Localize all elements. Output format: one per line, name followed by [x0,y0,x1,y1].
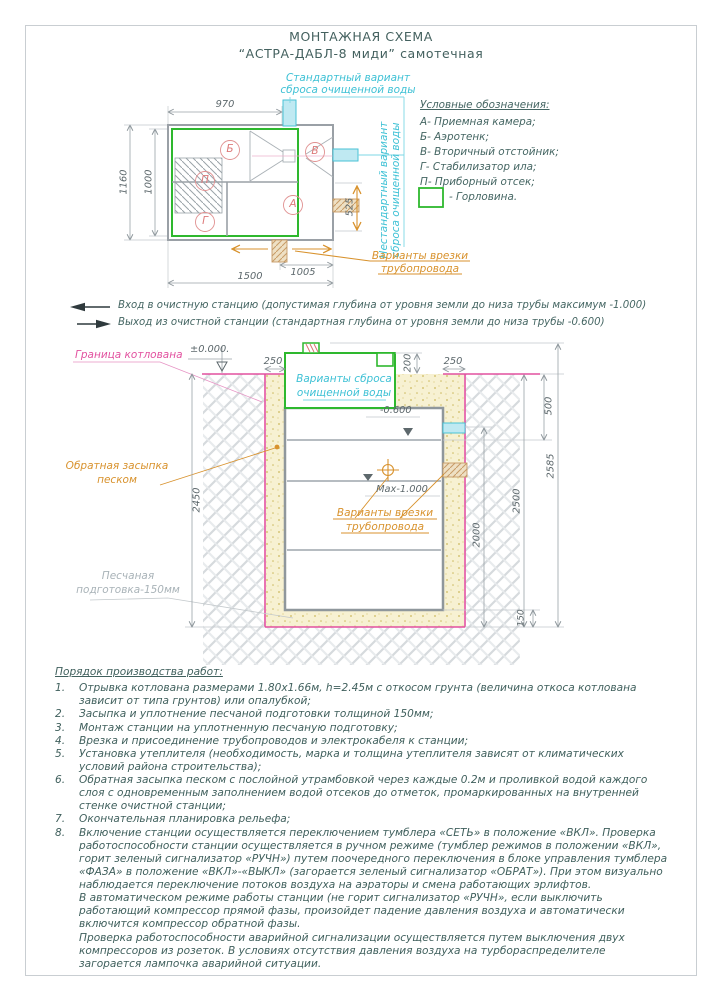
legend-item-v: В- Вторичный отстойник; [420,146,559,158]
dim-250-right: 250 [443,356,463,367]
label-plan-insertion-1: Варианты врезки [371,250,469,262]
compartment-g: Г [202,215,208,227]
legend-item-g: Г- Стабилизатор ила; [420,161,537,173]
dim-2450: 2450 [191,487,203,513]
legend-item-a: А- Приемная камера; [420,116,536,128]
page-subtitle: “АСТРА-ДАБЛ-8 миди” самотечная [238,46,484,61]
label-sand-prep-1: Песчаная [101,570,155,582]
legend-item-p: П- Приборный отсек; [420,176,535,188]
label-standard-discharge-1: Стандартный вариант [285,72,411,84]
work-order-item: 1. Отрывка котлована размерами 1.80х1.66м, h=2.45м с откосом грунта (величина откоса котлована зависит от типа грунтов) или опалубкой; [55,682,637,708]
sand-top-right [396,374,464,408]
label-backfill-2: песком [97,474,137,486]
compartment-v: В [311,145,319,157]
label-plan-insertion-2: трубопровода [380,263,460,275]
dim-2000: 2000 [471,522,483,548]
dim-500: 500 [543,396,555,416]
compartment-a: А [289,198,297,210]
dim-200: 200 [402,353,414,373]
label-section-insertion-1: Варианты врезки [336,507,434,519]
page-title: МОНТАЖНАЯ СХЕМА [289,29,433,44]
work-order-item: 4. Врезка и присоединение трубопроводов и электрокабеля к станции; [55,734,469,747]
label-section-insertion-2: трубопровода [345,521,425,533]
label-section-discharge-2: очищенной воды [296,387,392,399]
work-order-item: 2. Засыпка и уплотнение песчаной подготовки толщиной 150мм; [55,708,434,721]
level-minus600: -0.600 [380,405,412,416]
dim-1160: 1160 [118,169,130,195]
compartment-b: Б [226,143,234,155]
sand-left [266,374,285,610]
dim-1000: 1000 [143,169,155,195]
dim-1500: 1500 [237,271,263,282]
pipe-stub-section [443,463,467,477]
label-standard-discharge-2: сброса очищенной воды [280,84,416,96]
soil-bottom [265,627,465,665]
outlet-arrow-icon [96,320,111,328]
note-inlet: Вход в очистную станцию (допустимая глубина от уровня земли до низа трубы максимум -1.000) [118,300,647,311]
dim-250-left: 250 [263,356,283,367]
soil-left [203,374,265,665]
compartment-p: П [201,174,209,186]
label-sand-prep-2: подготовка-150мм [76,584,180,596]
pipe-stub-bottom [272,240,287,262]
legend-title: Условные обозначения: [420,99,550,111]
outlet-pipe-right [333,149,358,161]
dim-1005: 1005 [290,267,316,278]
work-order-item: Проверка работоспособности аварийной сигнализации осуществляется путем выключения двух компрессоров из розеток. В условиях отсутствия давления воздуха на турбораспределителе загорается лампочка аварийной ситуации. [79,931,625,970]
legend-neck-square [419,188,443,207]
sand-right [444,408,464,610]
work-order-item: 6. Обратная засыпка песком с послойной утрамбовкой через каждые 0.2м и проливкой водой каждого слоя с одновременным заполнением водой отсеков до отметок, промаркированных на внутренней стенке очистной станции; [55,774,648,813]
work-order-item: 7. Окончательная планировка рельефа; [55,813,291,826]
work-order-title: Порядок производства работ: [55,666,223,678]
dim-970: 970 [215,99,235,110]
work-order-item: 5. Установка утеплителя (необходимость, марка и толщина утеплителя зависят от климатических условий района строительства); [55,747,624,773]
dim-2585: 2585 [545,453,557,479]
outlet-pipe-section [443,423,465,433]
dim-2500: 2500 [511,488,523,514]
sand-bed [266,610,464,627]
inlet-arrow-icon [70,303,85,311]
outlet-pipe-top [283,100,296,126]
label-pit-boundary: Граница котлована [75,349,183,361]
dim-525: 525 [344,197,356,217]
dim-150: 150 [515,609,527,627]
work-order-item: 8. Включение станции осуществляется переключением тумблера «СЕТЬ» в положение «ВКЛ». Проверка работоспособности станции осуществляется в ручном режиме (тумблер режимов в положении «ВКЛ», горит зеленый сигнализатор «РУЧН») путем поочередного переключения в блоке управления тумблера «ФАЗА» в положение «ВКЛ»-«ВЫКЛ» (загорается зеленый сигнализатор «ОБРАТ»). При этом визуально наблюдается переключение потоков воздуха на аэраторы и смена работающих эрлифтов. [55,826,668,891]
level-zero: ±0.000. [190,344,230,355]
instrument-bay-hatch [175,158,222,213]
label-nonstandard-discharge: Нестандартный вариант сброса очищенной воды [377,121,402,259]
level-max: Max-1.000 [376,484,428,495]
work-order-item: 3. Монтаж станции на уплотненную песчаную подготовку; [55,721,398,734]
note-outlet: Выход из очистной станции (стандартная глубина от уровня земли до низа трубы -0.600) [118,317,605,328]
vent-cap [303,343,319,353]
io-arrows [70,303,111,328]
work-order [55,666,671,971]
label-backfill-1: Обратная засыпка [65,460,169,472]
work-order-item: В автоматическом режиме работы станции (не горит сигнализатор «РУЧН», если выключить работающий компрессор прямой фазы, произойдет падение давления воздуха и автоматически включится компрессор обратной фазы. [79,892,625,931]
label-section-discharge-1: Варианты сброса [296,373,392,385]
legend-item-neck: - Горловина. [449,191,518,203]
legend-item-b: Б- Аэротенк; [420,131,489,143]
